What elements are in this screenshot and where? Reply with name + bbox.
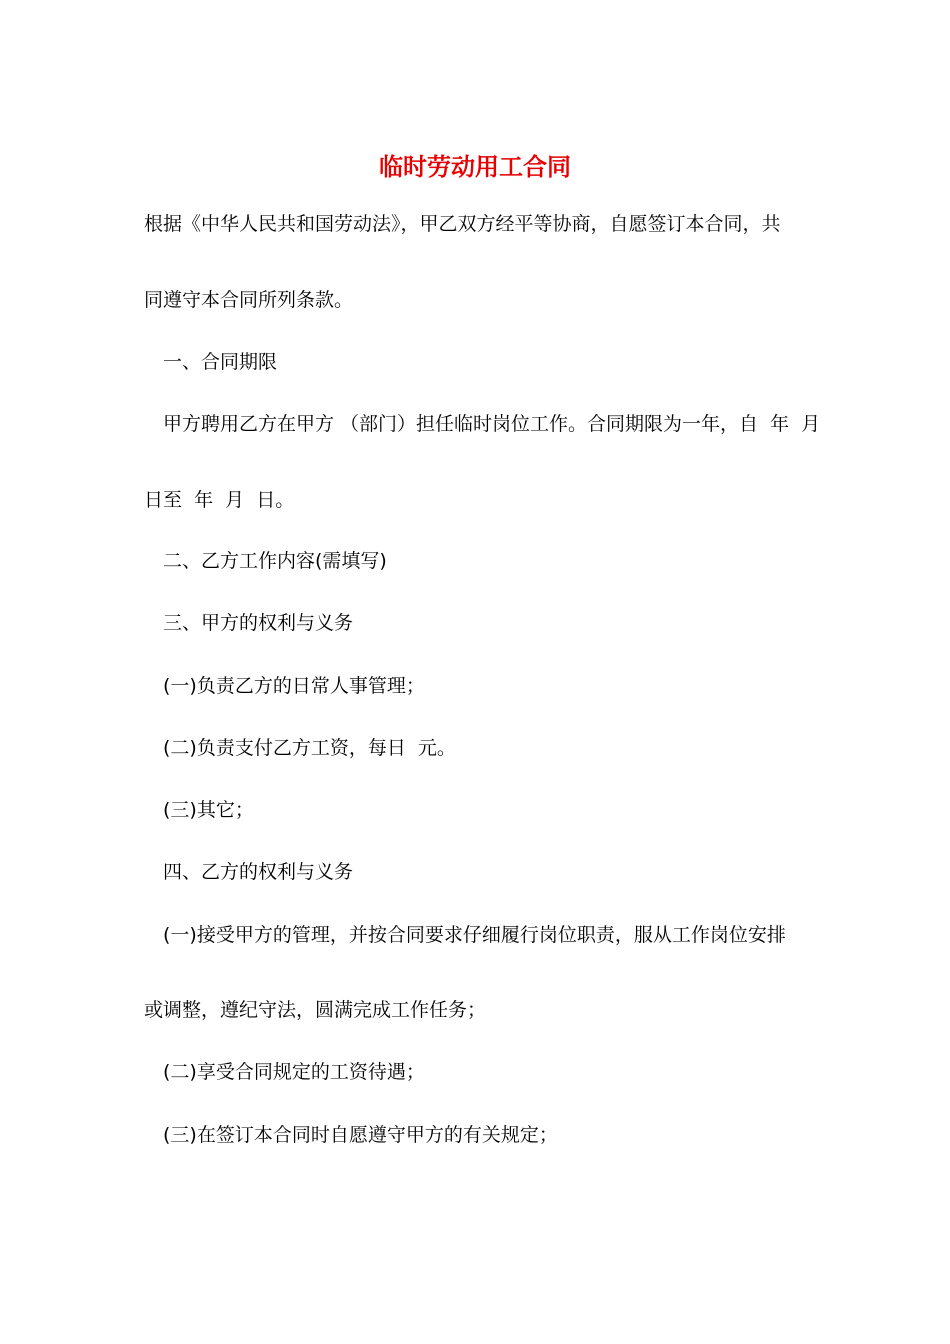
term-paragraph-line-1: 甲方聘用乙方在甲方 （部门）担任临时岗位工作。合同期限为一年，自 年 月 — [163, 413, 821, 435]
section-heading-term: 一、合同期限 — [163, 351, 278, 373]
section-heading-party-a: 三、甲方的权利与义务 — [163, 612, 354, 634]
party-b-item-3: (三)在签订本合同时自愿遵守甲方的有关规定； — [163, 1124, 558, 1146]
paragraph-intro-line-1: 根据《中华人民共和国劳动法》，甲乙双方经平等协商，自愿签订本合同，共 — [144, 213, 781, 235]
section-heading-party-b: 四、乙方的权利与义务 — [163, 861, 354, 883]
party-a-item-1: (一)负责乙方的日常人事管理； — [163, 675, 425, 697]
party-b-item-1-line-2: 或调整，遵纪守法，圆满完成工作任务； — [144, 999, 487, 1021]
section-heading-work-content: 二、乙方工作内容(需填写) — [163, 550, 387, 572]
party-a-item-2: (二)负责支付乙方工资，每日 元。 — [163, 737, 456, 759]
party-a-item-3: (三)其它； — [163, 799, 254, 821]
party-b-item-1-line-1: (一)接受甲方的管理，并按合同要求仔细履行岗位职责，服从工作岗位安排 — [163, 924, 786, 946]
contract-title: 临时劳动用工合同 — [379, 153, 571, 181]
term-paragraph-line-2: 日至 年 月 日。 — [144, 489, 295, 511]
paragraph-intro-line-2: 同遵守本合同所列条款。 — [144, 289, 354, 311]
party-b-item-2: (二)享受合同规定的工资待遇； — [163, 1061, 425, 1083]
